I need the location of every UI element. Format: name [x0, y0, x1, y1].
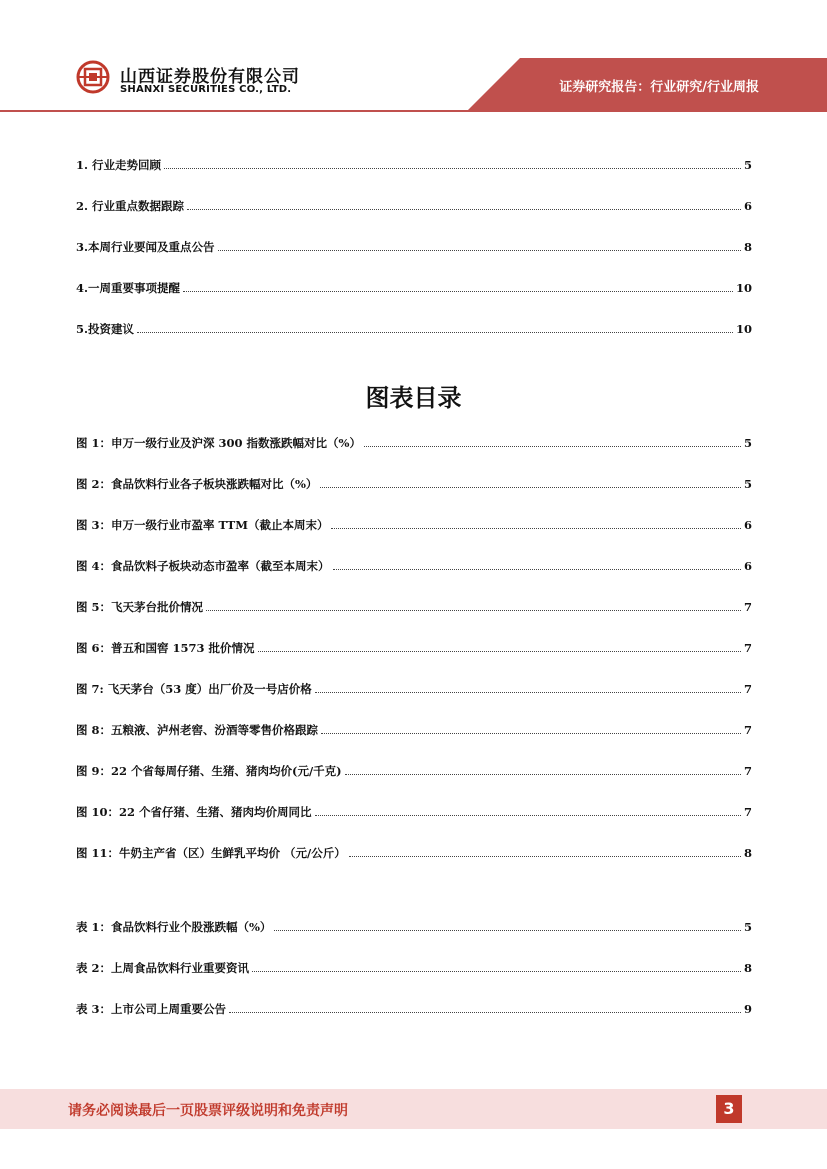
leader-dots [349, 853, 741, 857]
figure-entry-title: 图 10：22 个省仔猪、生猪、猪肉均价周同比 [76, 805, 312, 819]
figure-entry[interactable] [76, 473, 752, 491]
page-footer [0, 1089, 827, 1129]
figure-entry[interactable] [76, 514, 752, 532]
figure-entry-page: 7 [743, 682, 752, 696]
figure-entry-title: 图 8：五粮液、泸州老窖、汾酒等零售价格跟踪 [76, 723, 319, 737]
leader-dots [218, 247, 741, 251]
figures-heading: 图表目录 [365, 384, 462, 412]
figure-entry-title: 图 5：飞天茅台批价情况 [76, 600, 204, 614]
figure-entry-title: 图 6：普五和国窖 1573 批价情况 [76, 641, 255, 655]
figure-entry[interactable] [76, 678, 752, 696]
figure-entry[interactable] [76, 719, 752, 737]
leader-dots [315, 689, 741, 693]
leader-dots [345, 771, 741, 775]
figure-entry-title: 图 7: 飞天茅台（53 度）出厂价及一号店价格 [76, 682, 312, 696]
table-entry[interactable] [76, 998, 752, 1016]
figure-entry-page: 6 [743, 559, 752, 573]
toc-entry[interactable] [76, 277, 752, 295]
toc-entry-title: 1. 行业走势回顾 [76, 158, 162, 172]
toc-entry-page: 6 [743, 199, 752, 213]
toc-entry-title: 2. 行业重点数据跟踪 [76, 199, 185, 213]
toc-entry[interactable] [76, 195, 752, 213]
disclaimer-link[interactable]: 请务必阅读最后一页股票评级说明和免责声明 [68, 1103, 348, 1119]
figure-entry[interactable] [76, 555, 752, 573]
figure-entry-title: 图 9：22 个省每周仔猪、生猪、猪肉均价(元/千克) [76, 764, 342, 778]
table-entry-page: 9 [743, 1002, 752, 1016]
figure-entry-title: 图 11：牛奶主产省（区）生鲜乳平均价 （元/公斤） [76, 846, 346, 860]
figure-entry-page: 8 [743, 846, 752, 860]
toc-entry-page: 8 [743, 240, 752, 254]
figure-entry-title: 图 4：食品饮料子板块动态市盈率（截至本周末） [76, 559, 330, 573]
leader-dots [252, 968, 741, 972]
toc-entry-page: 10 [735, 281, 752, 295]
page-header [0, 0, 827, 112]
table-entry-page: 5 [743, 920, 752, 934]
company-name-cn: 山西证券股份有限公司 [120, 67, 300, 87]
figure-entry-title: 图 2：食品饮料行业各子板块涨跌幅对比（%） [76, 477, 318, 491]
toc-entry-page: 5 [743, 158, 752, 172]
table-entry-title: 表 2：上周食品饮料行业重要资讯 [76, 961, 250, 975]
leader-dots [331, 525, 741, 529]
company-name-en: SHANXI SECURITIES CO., LTD. [120, 84, 292, 95]
figure-entry-page: 5 [743, 477, 752, 491]
toc-entry[interactable] [76, 236, 752, 254]
figure-entry[interactable] [76, 432, 752, 450]
figure-entry-page: 7 [743, 723, 752, 737]
toc-entry[interactable] [76, 318, 752, 336]
figure-entry[interactable] [76, 637, 752, 655]
leader-dots [183, 288, 733, 292]
toc-entry-title: 4.一周重要事项提醒 [76, 281, 181, 295]
figure-entry-page: 7 [743, 805, 752, 819]
figure-entry[interactable] [76, 842, 752, 860]
figure-entry[interactable] [76, 760, 752, 778]
leader-dots [137, 329, 733, 333]
header-banner [0, 0, 827, 112]
toc-entry[interactable] [76, 154, 752, 172]
toc-entry-title: 3.本周行业要闻及重点公告 [76, 240, 215, 254]
table-entry-page: 8 [743, 961, 752, 975]
table-entry[interactable] [76, 957, 752, 975]
leader-dots [258, 648, 741, 652]
figure-entry-page: 7 [743, 641, 752, 655]
figure-entry-page: 7 [743, 764, 752, 778]
company-logo-icon [76, 60, 110, 94]
figure-entry[interactable] [76, 596, 752, 614]
leader-dots [187, 206, 741, 210]
table-entry[interactable] [76, 916, 752, 934]
header-rule [0, 110, 827, 112]
leader-dots [321, 730, 741, 734]
leader-dots [164, 165, 741, 169]
figure-entry-page: 5 [743, 436, 752, 450]
toc-entry-title: 5.投资建议 [76, 322, 135, 336]
figure-entry[interactable] [76, 801, 752, 819]
figure-entry-title: 图 3：申万一级行业市盈率 TTM（截止本周末） [76, 518, 329, 532]
leader-dots [315, 812, 741, 816]
table-entry-title: 表 3：上市公司上周重要公告 [76, 1002, 227, 1016]
page-number: 3 [716, 1095, 742, 1123]
leader-dots [229, 1009, 741, 1013]
figure-entry-page: 7 [743, 600, 752, 614]
report-type: 证券研究报告：行业研究/行业周报 [559, 80, 759, 95]
leader-dots [364, 443, 741, 447]
leader-dots [333, 566, 741, 570]
figure-entry-page: 6 [743, 518, 752, 532]
figure-entry-title: 图 1：申万一级行业及沪深 300 指数涨跌幅对比（%） [76, 436, 361, 450]
table-entry-title: 表 1：食品饮料行业个股涨跌幅（%） [76, 920, 272, 934]
leader-dots [274, 927, 741, 931]
leader-dots [206, 607, 741, 611]
toc-entry-page: 10 [735, 322, 752, 336]
leader-dots [320, 484, 741, 488]
